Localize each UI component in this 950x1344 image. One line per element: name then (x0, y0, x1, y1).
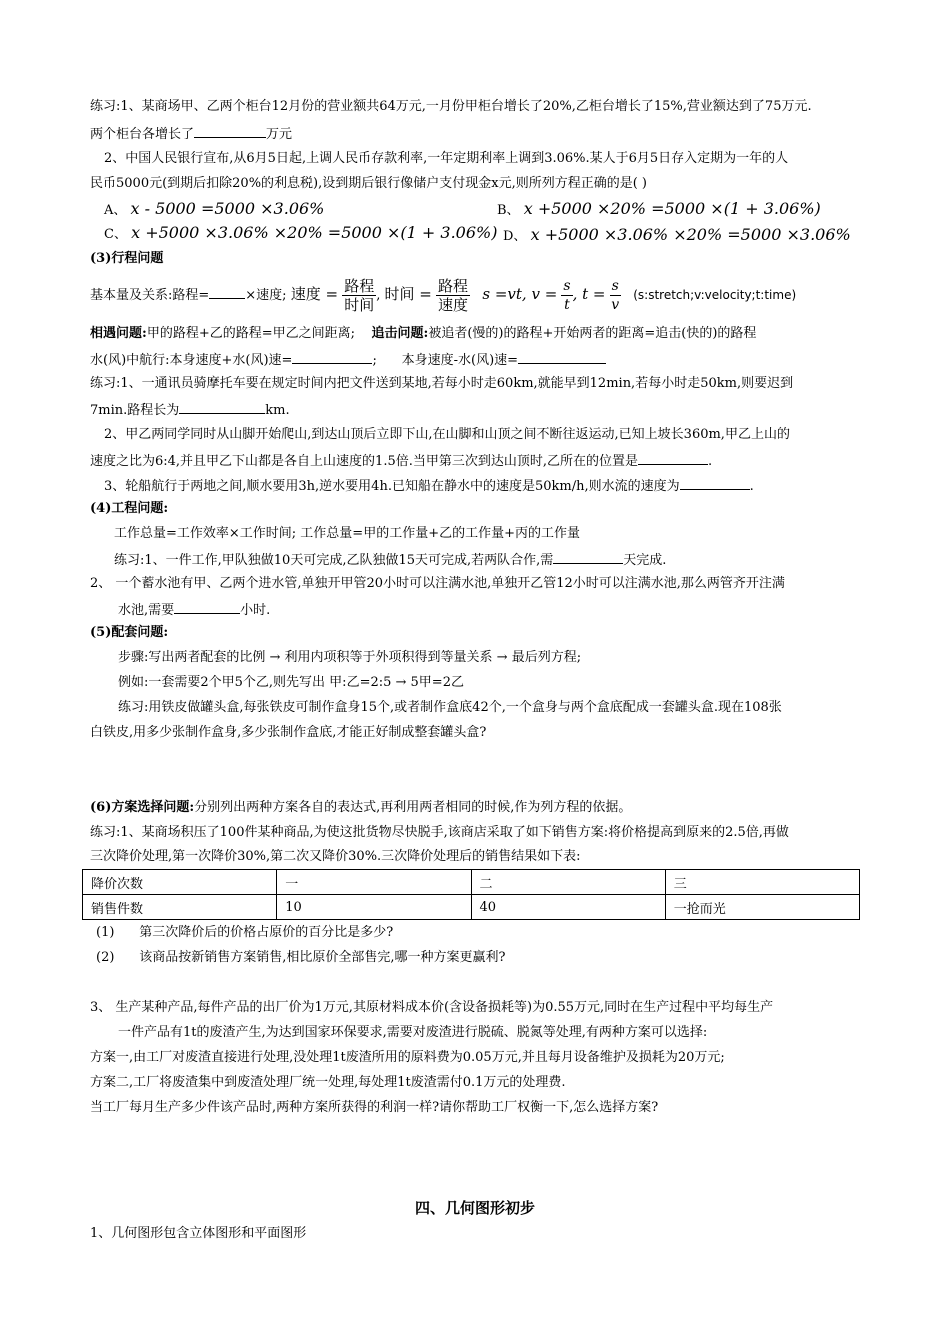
work-relations: 工作总量=工作效率×工作时间; 工作总量=甲的工作量+乙的工作量+丙的工作量 (114, 526, 580, 541)
plan-exercise-3-line-1: 3、 生产某种产品,每件产品的出厂价为1万元,其原材料成本价(含设备损耗等)为0.55万元,同时在生产过程中平均每生产 (90, 1000, 774, 1015)
plan-question-1 (96, 924, 393, 942)
sales-table (82, 869, 860, 920)
option-d-equation: x +5000 ×3.06% ×20% =5000 ×3.06% (530, 225, 851, 244)
exercise-1-line-1: 练习:1、某商场甲、乙两个柜台12月份的营业额共64万元,一月份甲柜台增长了20%,乙柜台增长了15%,营业额达到了75万元. (90, 99, 812, 114)
match-example: 例如:一套需要2个甲5个乙,则先写出 甲:乙=2:5 → 5甲=2乙 (118, 675, 464, 690)
speed-fraction-numerator: 路程 (344, 277, 375, 295)
answer-blank (292, 350, 372, 364)
t-equation: , t = (572, 285, 606, 303)
water-text-2: 本身速度-水(风)速= (401, 353, 519, 368)
answer-blank (553, 550, 623, 564)
travel-heading: (3)行程问题 (90, 251, 164, 266)
option-b (497, 198, 821, 222)
answer-blank (209, 285, 245, 299)
work-exercise-2-text: 水池,需要 (118, 603, 175, 618)
option-c-label: C、 (104, 227, 127, 242)
table-row (83, 895, 860, 920)
meet-text: 甲的路程+乙的路程=甲乙之间距离; (146, 326, 355, 341)
match-steps: 步骤:写出两者配套的比例 → 利用内项积等于外项积得到等量关系 → 最后列方程; (118, 650, 582, 665)
time-fraction (436, 277, 470, 314)
speed-fraction (342, 277, 376, 314)
work-heading: (4)工程问题: (90, 501, 169, 516)
travel-exercise-1-unit: km. (265, 403, 290, 418)
travel-exercise-1-line-2 (90, 400, 290, 420)
work-exercise-2-line-2 (118, 600, 270, 620)
exercise-2-line-1: 2、中国人民银行宣布,从6月5日起,上调人民币存款利率,一年定期利率上调到3.06%.某人于6月5日存入定期为一年的人 (104, 151, 789, 166)
t-fraction-numerator: s (611, 278, 619, 294)
exercise-1-line-2 (90, 124, 292, 144)
plan-scheme-2: 方案二,工厂将废渣集中到废渣处理厂统一处理,每处理1t废渣需付0.1万元的处理费. (90, 1075, 566, 1090)
match-exercise-line-2: 白铁皮,用多少张制作盒身,多少张制作盒底,才能正好制成整套罐头盒? (90, 725, 487, 740)
question-text: 该商品按新销售方案销售,相比原价全部售完,哪一种方案更赢利? (139, 950, 506, 965)
exercise-2-line-2: 民币5000元(到期后扣除20%的利息税),设到期后银行像储户支付现金x元,则所列方程正确的是( ) (90, 176, 647, 191)
plan-heading-text: 分别列出两种方案各自的表达式,再利用两者相同的时候,作为列方程的依据。 (194, 800, 632, 815)
plan-exercise-1-line-1: 练习:1、某商场积压了100件某种商品,为使这批货物尽快脱手,该商店采取了如下销售方案:将价格提高到原来的2.5倍,再做 (90, 825, 789, 840)
time-equation-label: 时间 = (384, 285, 432, 303)
plan-question: 当工厂每月生产多少件该产品时,两种方案所获得的利润一样?请你帮助工厂权衡一下,怎么选择方案? (90, 1100, 659, 1115)
water-text-1: 水(风)中航行:本身速度+水(风)速= (90, 353, 293, 368)
v-fraction-denominator: t (564, 297, 570, 313)
water-text-sep: ; (372, 353, 377, 368)
answer-blank (680, 476, 750, 490)
svt-legend: (s:stretch;v:velocity;t:time) (633, 288, 797, 302)
section-4-line-1: 1、几何图形包含立体图形和平面图形 (90, 1226, 307, 1241)
option-b-label: B、 (497, 203, 520, 218)
question-number: (1) (96, 925, 115, 940)
plan-exercise-1-line-2: 三次降价处理,第一次降价30%,第二次又降价30%.三次降价处理后的销售结果如下表: (90, 849, 581, 864)
travel-basic-text: 基本量及关系:路程= (90, 288, 210, 303)
table-cell: 降价次数 (83, 870, 277, 895)
speed-equation-label: 速度 = (290, 285, 339, 303)
answer-blank (638, 451, 708, 465)
plan-heading-line (90, 799, 631, 817)
work-exercise-2-line-1: 2、 一个蓄水池有甲、乙两个进水管,单独开甲管20小时可以注满水池,单独开乙管12小时可以注满水池,那么两管齐开注满 (90, 576, 785, 591)
match-exercise-line-1: 练习:用铁皮做罐头盒,每张铁皮可制作盒身15个,或者制作盒底42个,一个盒身与两个盒底配成一套罐头盒.现在108张 (118, 700, 782, 715)
work-exercise-1-text: 练习:1、一件工作,甲队独做10天可完成,乙队独做15天可完成,若两队合作,需 (114, 553, 554, 568)
travel-exercise-2-line-2 (90, 451, 712, 471)
exercise-1-text: 两个柜台各增长了 (90, 127, 195, 142)
plan-exercise-3-line-2: 一件产品有1t的废渣产生,为达到国家环保要求,需要对废渣进行脱硫、脱氮等处理,有两种方案可以选择: (118, 1025, 708, 1040)
table-cell: 三 (665, 870, 859, 895)
chase-heading: 追击问题: (371, 326, 429, 341)
option-a (104, 198, 324, 222)
travel-exercise-2-line-1: 2、甲乙两同学同时从山脚开始爬山,到达山顶后立即下山,在山脚和山顶之间不断往返运动,已知上坡长360m,甲乙上山的 (104, 427, 790, 442)
answer-blank (174, 600, 240, 614)
option-c (104, 222, 497, 246)
table-cell: 40 (471, 895, 665, 920)
water-line (90, 350, 606, 370)
answer-blank (194, 124, 266, 138)
table-cell: 一抢而光 (665, 895, 859, 920)
answer-blank (179, 400, 265, 414)
table-cell: 一 (277, 870, 471, 895)
time-fraction-denominator: 速度 (437, 296, 468, 314)
option-a-equation: x - 5000 =5000 ×3.06% (130, 199, 325, 218)
work-exercise-1-end: 天完成. (623, 553, 667, 568)
table-cell: 二 (471, 870, 665, 895)
v-fraction (561, 277, 572, 314)
travel-exercise-2-end: . (708, 454, 713, 469)
travel-exercise-1-line-1: 练习:1、一通讯员骑摩托车要在规定时间内把文件送到某地,若每小时走60km,就能早到12min,若每小时走50km,则要迟到 (90, 376, 794, 391)
work-exercise-2-end: 小时. (240, 603, 271, 618)
work-exercise-1 (114, 550, 666, 570)
chase-text: 被追者(慢的)的路程+开始两者的距离=追击(快的)的路程 (428, 326, 757, 341)
question-number: (2) (96, 950, 115, 965)
option-a-label: A、 (104, 203, 127, 218)
meet-chase-line (90, 325, 756, 343)
v-fraction-numerator: s (563, 278, 571, 294)
option-d-label: D、 (503, 229, 527, 244)
exercise-1-unit: 万元 (266, 127, 293, 142)
travel-exercise-1-text: 7min.路程长为 (90, 403, 180, 418)
table-cell: 销售件数 (83, 895, 277, 920)
table-cell: 10 (277, 895, 471, 920)
t-fraction (610, 277, 621, 314)
section-4-title: 四、几何图形初步 (414, 1199, 535, 1217)
travel-exercise-2-text: 速度之比为6:4,并且甲乙下山都是各自上山速度的1.5倍.当甲第三次到达山顶时,乙所在的位置是 (90, 454, 638, 469)
meet-heading: 相遇问题: (90, 326, 147, 341)
t-fraction-denominator: v (611, 297, 620, 313)
plan-question-2 (96, 949, 505, 967)
time-fraction-numerator: 路程 (437, 277, 468, 295)
travel-exercise-3-end: . (749, 479, 754, 494)
plan-scheme-1: 方案一,由工厂对废渣直接进行处理,没处理1t废渣所用的原料费为0.05万元,并且每月设备维护及损耗为20万元; (90, 1050, 725, 1065)
answer-blank (518, 350, 606, 364)
travel-basic-relations: 基本量及关系:路程= ×速度; 速度 = $\frac{\text{路程}}{\text{时间}}$ , 时间 = $\frac{\text{路程}}{\text{速度}}$ s =vt, v = $\frac{s}{t}$ , t = $\frac{s}{v}$ (s:stretch;v:velocity;t:time) (90, 277, 797, 314)
table-row (83, 870, 860, 895)
svt-equation: s =vt, v = (482, 285, 558, 303)
option-c-equation: x +5000 ×3.06% ×20% =5000 ×(1 + 3.06%) (131, 223, 498, 242)
option-b-equation: x +5000 ×20% =5000 ×(1 + 3.06%) (523, 199, 821, 218)
travel-exercise-3 (104, 476, 754, 496)
match-heading: (5)配套问题: (90, 625, 169, 640)
plan-heading: (6)方案选择问题: (90, 800, 195, 815)
question-text: 第三次降价后的价格占原价的百分比是多少? (139, 925, 394, 940)
travel-basic-text-2: ×速度; (245, 288, 287, 303)
option-d (503, 224, 851, 248)
speed-fraction-denominator: 时间 (344, 296, 375, 314)
travel-exercise-3-text: 3、轮船航行于两地之间,顺水要用3h,逆水要用4h.已知船在静水中的速度是50km/h,则水流的速度为 (104, 479, 680, 494)
